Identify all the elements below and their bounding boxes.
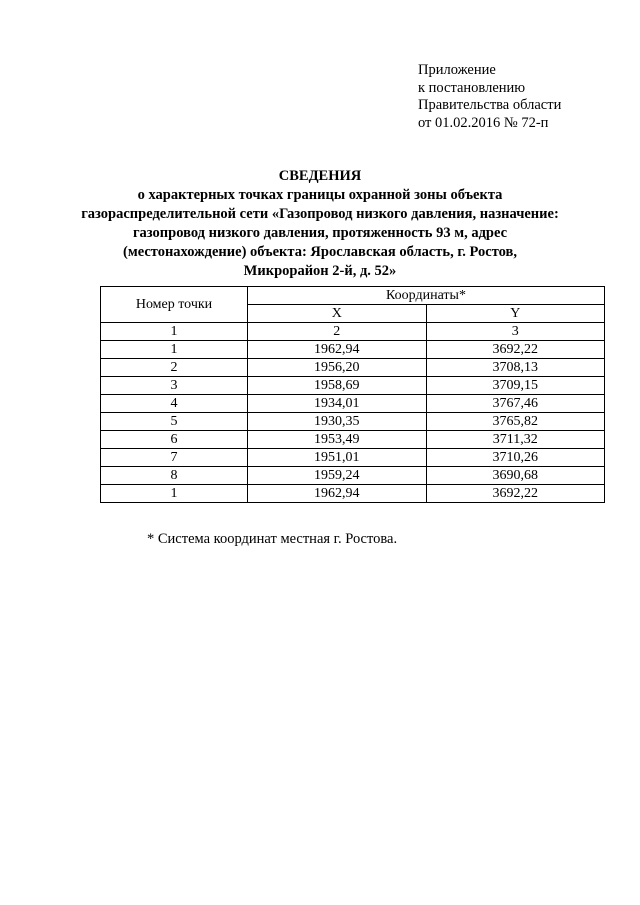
cell-point: 2 xyxy=(101,359,248,377)
cell-point: 3 xyxy=(101,377,248,395)
cell-point: 4 xyxy=(101,395,248,413)
cell-y: 3692,22 xyxy=(426,485,605,503)
header-point-number: Номер точки xyxy=(101,287,248,323)
cell-y: 3690,68 xyxy=(426,467,605,485)
cell-y: 3708,13 xyxy=(426,359,605,377)
appendix-date-line: от 01.02.2016 № 72-п xyxy=(418,114,549,131)
appendix-line: Приложение xyxy=(418,62,496,78)
document-title: СВЕДЕНИЯ xyxy=(278,168,362,184)
cell-point: 5 xyxy=(101,413,248,431)
heading-line: (местонахождение) объекта: Ярославская область, г. Ростов, xyxy=(123,244,517,260)
table-row xyxy=(101,341,605,359)
cell-x: 1956,20 xyxy=(248,359,427,377)
cell-y: 3692,22 xyxy=(426,341,605,359)
cell-y: 3767,46 xyxy=(426,395,605,413)
cell-point: 1 xyxy=(101,485,248,503)
cell-x: 1959,24 xyxy=(248,467,427,485)
cell-x: 1962,94 xyxy=(248,485,427,503)
heading-line: Микрорайон 2-й, д. 52» xyxy=(243,263,397,279)
cell-point: 1 xyxy=(101,341,248,359)
cell-y: 3710,26 xyxy=(426,449,605,467)
heading-line: о характерных точках границы охранной зоны объекта xyxy=(137,187,503,203)
appendix-line: Правительства области xyxy=(418,97,562,113)
column-number-row xyxy=(101,323,605,341)
table-row xyxy=(101,485,605,503)
table-row xyxy=(101,359,605,377)
heading-line: газопровод низкого давления, протяженность 93 м, адрес xyxy=(132,225,508,241)
table-row xyxy=(101,431,605,449)
cell-x: 1953,49 xyxy=(248,431,427,449)
cell-point: 7 xyxy=(101,449,248,467)
table-row xyxy=(101,395,605,413)
document-heading xyxy=(80,167,560,281)
coordinates-table xyxy=(100,286,605,503)
column-number: 2 xyxy=(248,323,427,341)
column-number: 1 xyxy=(101,323,248,341)
header-y: Y xyxy=(426,305,605,323)
header-x: X xyxy=(248,305,427,323)
table-row xyxy=(101,413,605,431)
footnote: * Система координат местная г. Ростова. xyxy=(147,531,398,547)
table-row xyxy=(101,449,605,467)
cell-x: 1958,69 xyxy=(248,377,427,395)
cell-y: 3709,15 xyxy=(426,377,605,395)
appendix-block xyxy=(418,62,561,132)
table-row xyxy=(101,467,605,485)
cell-x: 1951,01 xyxy=(248,449,427,467)
cell-x: 1934,01 xyxy=(248,395,427,413)
column-number: 3 xyxy=(426,323,605,341)
cell-x: 1962,94 xyxy=(248,341,427,359)
cell-y: 3765,82 xyxy=(426,413,605,431)
heading-line: газораспределительной сети «Газопровод низкого давления, назначение: xyxy=(81,206,559,222)
table-row xyxy=(101,377,605,395)
cell-point: 6 xyxy=(101,431,248,449)
cell-point: 8 xyxy=(101,467,248,485)
appendix-line: к постановлению xyxy=(418,79,526,96)
table-header-row xyxy=(101,287,605,305)
cell-x: 1930,35 xyxy=(248,413,427,431)
header-coordinates: Координаты* xyxy=(248,287,605,305)
cell-y: 3711,32 xyxy=(426,431,605,449)
